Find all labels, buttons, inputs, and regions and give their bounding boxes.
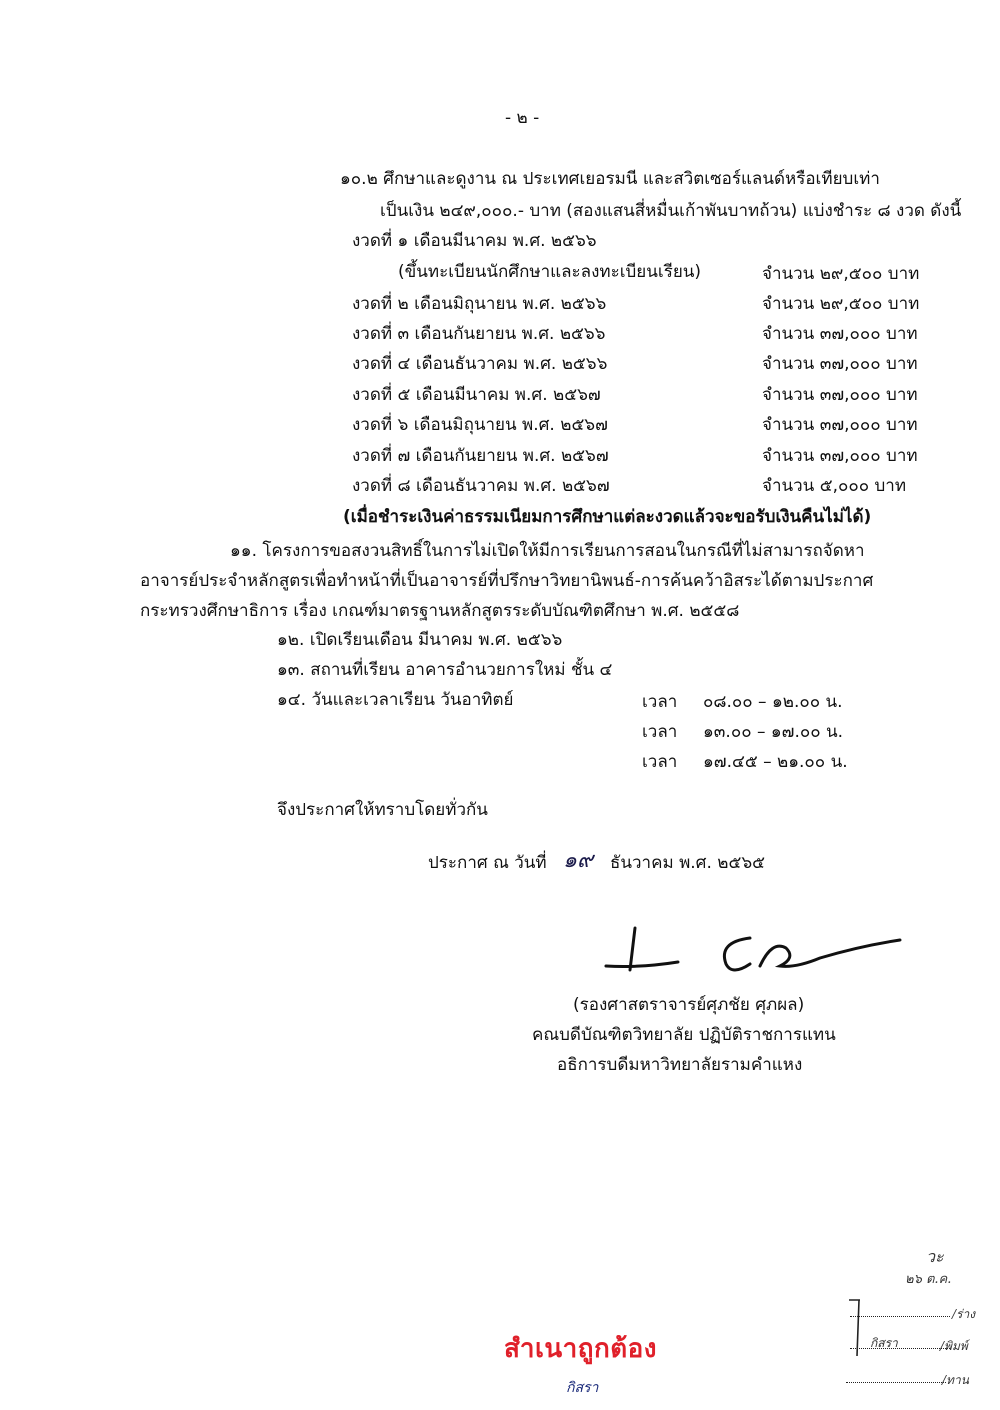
installment-6-label: งวดที่ ๖ เดือนมิถุนายน พ.ศ. ๒๕๖๗ <box>352 415 608 435</box>
time-1-label: เวลา <box>642 692 678 712</box>
margin-row-2-line <box>850 1348 950 1349</box>
margin-row-1-label: /ร่าง <box>952 1307 976 1321</box>
installment-3-label: งวดที่ ๓ เดือนกันยายน พ.ศ. ๒๕๖๖ <box>352 324 606 344</box>
installment-4-label: งวดที่ ๔ เดือนธันวาคม พ.ศ. ๒๕๖๖ <box>352 354 608 374</box>
margin-row-2-label: /พิมพ์ <box>940 1339 968 1353</box>
margin-row-3-label: /ทาน <box>942 1373 969 1387</box>
signatory-title-2: อธิการบดีมหาวิทยาลัยรามคำแหง <box>557 1055 803 1075</box>
margin-bracket-mark <box>845 1298 865 1360</box>
closing-statement: จึงประกาศให้ทราบโดยทั่วกัน <box>277 800 488 820</box>
announce-day: ๑๙ <box>563 848 594 873</box>
installment-5-label: งวดที่ ๕ เดือนมีนาคม พ.ศ. ๒๕๖๗ <box>352 385 601 405</box>
section-10-2-amount: เป็นเงิน ๒๔๙,๐๐๐.- บาท (สองแสนสี่หมื่นเก้าพันบาทถ้วน) แบ่งชำระ ๘ งวด ดังนี้ <box>380 201 962 221</box>
section-11-line-2: อาจารย์ประจำหลักสูตรเพื่อทำหน้าที่เป็นอาจารย์ที่ปรึกษาวิทยานิพนธ์-การค้นคว้าอิสระได้ตามประกาศ <box>140 571 874 591</box>
time-2-label: เวลา <box>642 722 678 742</box>
installment-1-note: (ขึ้นทะเบียนนักศึกษาและลงทะเบียนเรียน) <box>398 262 702 282</box>
section-11-line-1: ๑๑. โครงการขอสงวนสิทธิ์ในการไม่เปิดให้มีการเรียนการสอนในกรณีที่ไม่สามารถจัดหา <box>230 541 865 561</box>
signatory-name: (รองศาสตราจารย์ศุภชัย ศุภผล) <box>573 995 805 1015</box>
margin-row-3-line <box>846 1382 946 1383</box>
signature-graphic <box>600 920 910 980</box>
installment-4-amount: จำนวน ๓๗,๐๐๐ บาท <box>762 354 918 374</box>
installment-2-label: งวดที่ ๒ เดือนมิถุนายน พ.ศ. ๒๕๖๖ <box>352 294 607 314</box>
refund-note: (เมื่อชำระเงินค่าธรรมเนียมการศึกษาแต่ละงวดแล้วจะขอรับเงินคืนไม่ได้) <box>343 507 872 527</box>
section-10-2-heading: ๑๐.๒ ศึกษาและดูงาน ณ ประเทศเยอรมนี และสวิตเซอร์แลนด์หรือเทียบเท่า <box>340 169 880 189</box>
time-3-value: ๑๗.๔๕ – ๒๑.๐๐ น. <box>703 752 848 772</box>
section-12: ๑๒. เปิดเรียนเดือน มีนาคม พ.ศ. ๒๕๖๖ <box>277 630 563 650</box>
time-2-value: ๑๓.๐๐ – ๑๗.๐๐ น. <box>703 722 844 742</box>
section-14-label: ๑๔. วันและเวลาเรียน วันอาทิตย์ <box>277 690 514 710</box>
announce-suffix: ธันวาคม พ.ศ. ๒๕๖๕ <box>610 853 766 873</box>
installment-2-amount: จำนวน ๒๙,๕๐๐ บาท <box>762 294 920 314</box>
installment-6-amount: จำนวน ๓๗,๐๐๐ บาท <box>762 415 918 435</box>
margin-row-2-name: กิสรา <box>870 1336 898 1350</box>
margin-row-1-line <box>850 1316 950 1317</box>
time-1-value: ๐๘.๐๐ – ๑๒.๐๐ น. <box>703 692 843 712</box>
announce-prefix: ประกาศ ณ วันที่ <box>428 853 547 873</box>
installment-1-amount: จำนวน ๒๙,๕๐๐ บาท <box>762 264 920 284</box>
installment-1-label: งวดที่ ๑ เดือนมีนาคม พ.ศ. ๒๕๖๖ <box>352 231 597 251</box>
installment-5-amount: จำนวน ๓๗,๐๐๐ บาท <box>762 385 918 405</box>
page-number: - ๒ - <box>505 108 540 128</box>
installment-7-label: งวดที่ ๗ เดือนกันยายน พ.ศ. ๒๕๖๗ <box>352 446 609 466</box>
margin-initials-top: วะ <box>926 1247 944 1266</box>
margin-date-note: ๒๖ ต.ค. <box>905 1272 952 1287</box>
certified-copy-stamp: สำเนาถูกต้อง <box>504 1334 657 1364</box>
signatory-title-1: คณบดีบัณฑิตวิทยาลัย ปฏิบัติราชการแทน <box>532 1025 836 1045</box>
installment-7-amount: จำนวน ๓๗,๐๐๐ บาท <box>762 446 918 466</box>
installment-3-amount: จำนวน ๓๗,๐๐๐ บาท <box>762 324 918 344</box>
certifier-initials: กิสรา <box>566 1380 599 1396</box>
section-13: ๑๓. สถานที่เรียน อาคารอำนวยการใหม่ ชั้น ๔ <box>277 660 613 680</box>
installment-8-label: งวดที่ ๘ เดือนธันวาคม พ.ศ. ๒๕๖๗ <box>352 476 610 496</box>
time-3-label: เวลา <box>642 752 678 772</box>
section-11-line-3: กระทรวงศึกษาธิการ เรื่อง เกณฑ์มาตรฐานหลักสูตรระดับบัณฑิตศึกษา พ.ศ. ๒๕๕๘ <box>140 601 740 621</box>
installment-8-amount: จำนวน ๕,๐๐๐ บาท <box>762 476 907 496</box>
